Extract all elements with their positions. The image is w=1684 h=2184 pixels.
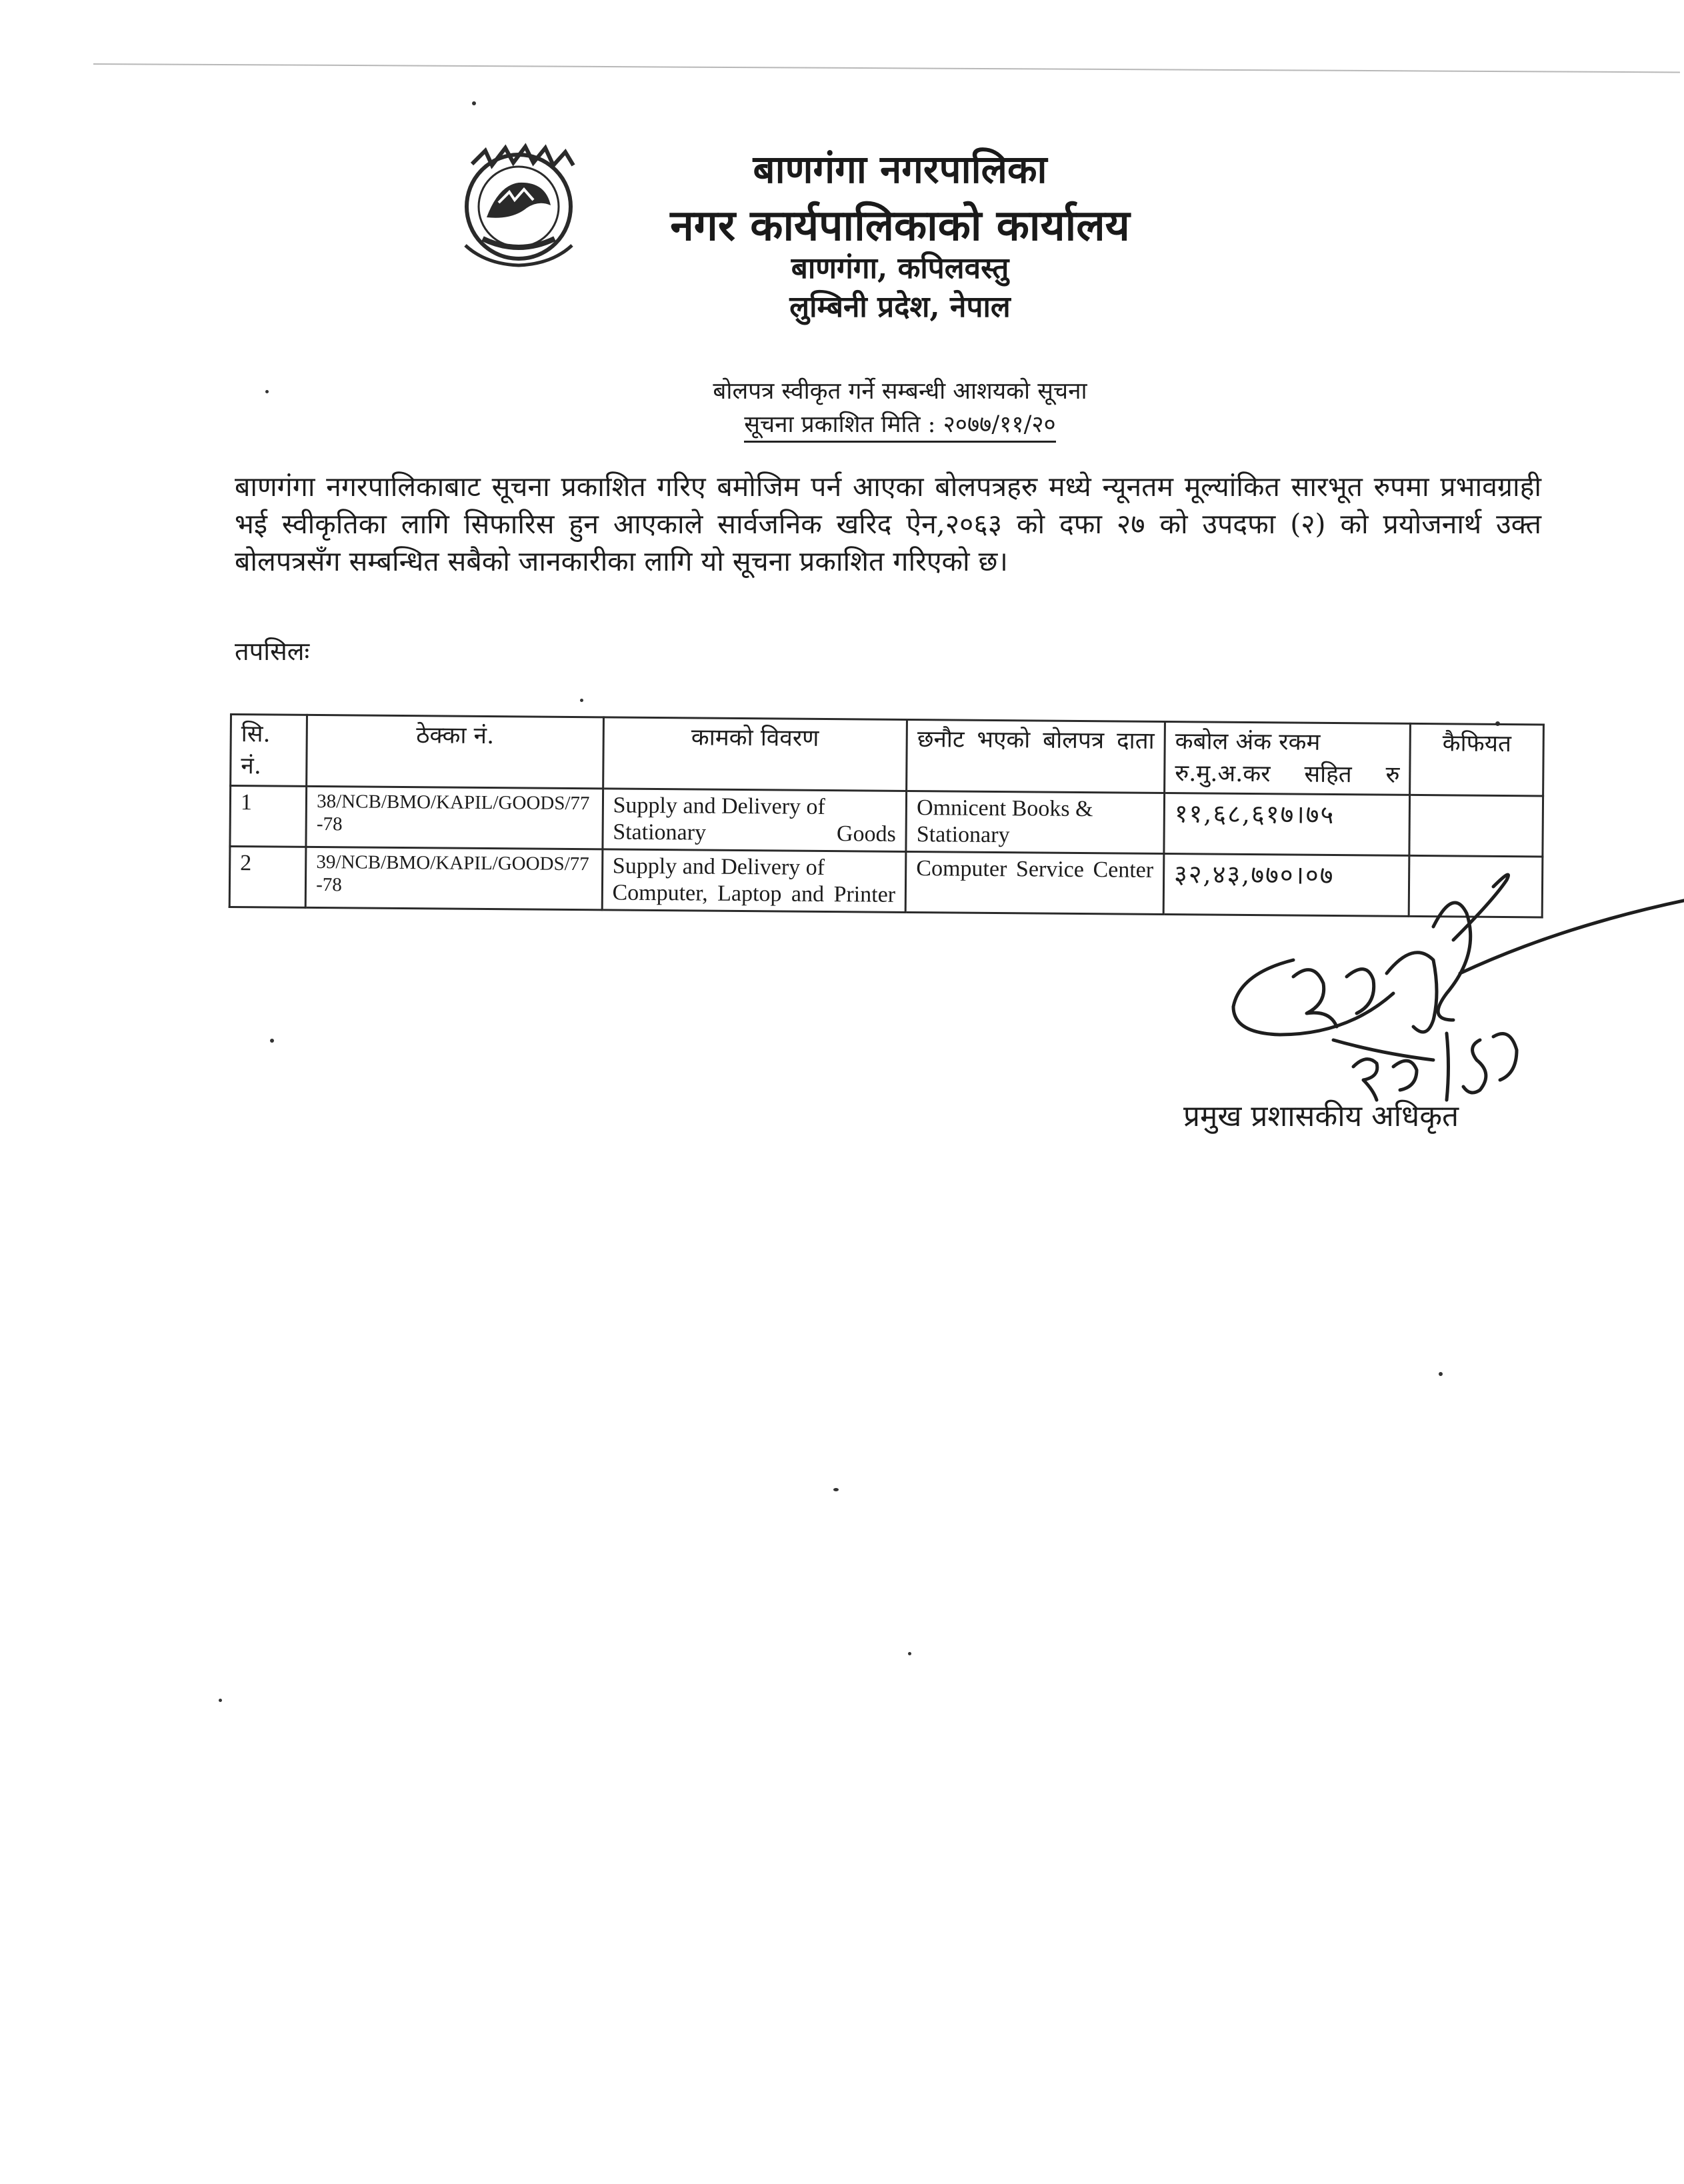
col-header-sn: सि. नं. — [231, 715, 307, 787]
notice-body: बाणगंगा नगरपालिकाबाट सूचना प्रकाशित गरिए बमोजिम पर्न आएका बोलपत्रहरु मध्ये न्यूनतम मूल्यांकित सारभूत रुपमा प्रभावग्राही भई स्वीकृतिका लागि सिफारिस हुन आएकाले सार्वजनिक खरिद ऐन,२०६३ को दफा २७ को उपदफा (२) को प्रयोजनार्थ उक्त बोलपत्रसँग सम्बन्धित सबैको जानकारीका लागि यो सूचना प्रकाशित गरिएको छ। — [235, 471, 1541, 577]
col-header-contract-no: ठेक्का नं. — [307, 715, 603, 788]
scan-speck — [472, 101, 476, 105]
cell-work-desc: Supply and Delivery of Computer, Laptop and Printer — [602, 849, 906, 913]
cell-bidder: Computer Service Center — [905, 851, 1163, 914]
scan-speck — [908, 1652, 911, 1655]
scan-speck — [265, 390, 269, 393]
top-scan-rule — [93, 63, 1680, 73]
scan-speck — [270, 1039, 274, 1043]
col-header-remarks: कैफियत — [1410, 723, 1544, 796]
cell-work-desc: Supply and Delivery of Stationary Goods — [603, 789, 907, 852]
scan-speck — [219, 1699, 222, 1702]
cell-remarks — [1409, 795, 1543, 857]
notice-published-date: सूचना प्रकाशित मिति : २०७७/११/२० — [744, 411, 1056, 443]
municipality-name: बाणगंगा नगरपालिका — [753, 147, 1047, 192]
office-address: बाणगंगा, कपिलवस्तु — [791, 251, 1009, 285]
table-row — [230, 786, 1543, 857]
notice-subject: बोलपत्र स्वीकृत गर्ने सम्बन्धी आशयको सूचना — [713, 378, 1087, 405]
col-header-work-desc: कामको विवरण — [603, 717, 907, 791]
cell-contract-no: 38/NCB/BMO/KAPIL/GOODS/77-78 — [306, 786, 603, 849]
cell-sn: 1 — [230, 786, 307, 847]
notice-published-date-line — [600, 408, 1200, 439]
signatory-title: प्रमुख प्रशासकीय अधिकृत — [1183, 1099, 1459, 1133]
scan-speck — [1439, 1372, 1443, 1376]
office-name: नगर कार्यपालिकाको कार्यालय — [670, 201, 1130, 251]
office-province: लुम्बिनी प्रदेश, नेपाल — [789, 290, 1011, 324]
nepal-emblem-icon — [445, 139, 592, 272]
cell-bidder: Omnicent Books & Stationary — [906, 791, 1164, 853]
scan-speck — [833, 1488, 839, 1491]
scan-speck — [580, 699, 583, 702]
signature-mark — [1213, 860, 1684, 1113]
cell-contract-no: 39/NCB/BMO/KAPIL/GOODS/77-78 — [305, 847, 602, 909]
col-header-amount: कबोल अंक रकम रु.मु.अ.कर सहित रु — [1165, 722, 1411, 795]
details-label: तपसिलः — [235, 637, 310, 666]
cell-sn: 2 — [229, 847, 306, 908]
cell-amount: ३२,४३,७७०।०७ — [1163, 854, 1409, 917]
cell-amount: ११,६८,६१७।७५ — [1164, 793, 1410, 856]
table-header-row — [231, 715, 1544, 796]
col-header-bidder: छनौट भएको बोलपत्र दाता — [907, 719, 1165, 793]
